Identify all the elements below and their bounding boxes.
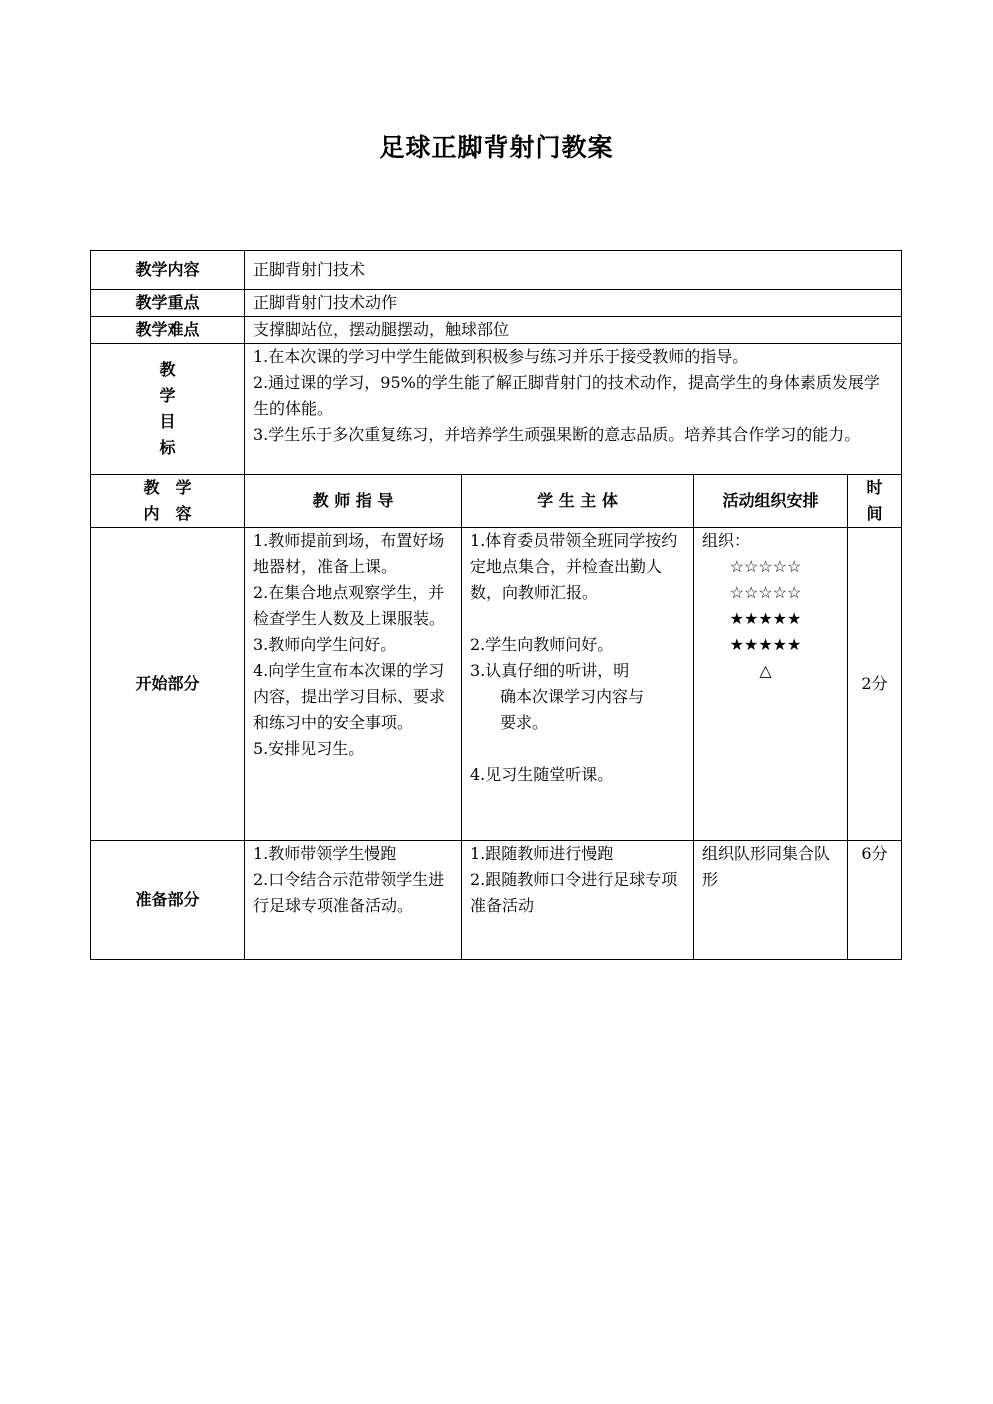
teacher-position-triangle: △ xyxy=(759,661,772,680)
label-key-point: 教学重点 xyxy=(91,290,245,317)
student-activity-cell xyxy=(462,841,694,960)
time-cell: 6分 xyxy=(848,841,902,960)
student-step: 4.见习生随堂听课。 xyxy=(470,765,614,784)
formation-row: ★★★★★ xyxy=(729,635,802,654)
student-step-continued: 确本次课学习内容与 xyxy=(500,687,645,706)
value-difficulty: 支撑脚站位，摆动腿摆动，触球部位 xyxy=(245,317,902,344)
row-teaching-content xyxy=(91,251,902,290)
teacher-guidance-cell xyxy=(245,841,462,960)
teacher-step: 1.教师提前到场，布置好场地器材，准备上课。 xyxy=(253,531,445,576)
section-name: 开始部分 xyxy=(91,528,245,841)
row-objectives xyxy=(91,344,902,475)
label-difficulty: 教学难点 xyxy=(91,317,245,344)
student-step: 1.体育委员带领全班同学按约定地点集合，并检查出勤人数，向教师汇报。 xyxy=(470,531,678,602)
label-teaching-content: 教学内容 xyxy=(91,251,245,290)
objectives-label-char: 学 xyxy=(159,386,176,405)
organization-label: 组织： xyxy=(702,531,751,550)
student-activity-cell xyxy=(462,528,694,841)
section-row-warmup xyxy=(91,841,902,960)
teacher-guidance-cell xyxy=(245,528,462,841)
teacher-step: 1.教师带领学生慢跑 xyxy=(253,844,397,863)
student-step-continued: 要求。 xyxy=(500,713,549,732)
objective-item: 3.学生乐于多次重复练习，并培养学生顽强果断的意志品质。培养其合作学习的能力。 xyxy=(253,425,861,444)
organization-cell xyxy=(694,528,848,841)
student-step: 2.学生向教师问好。 xyxy=(470,635,614,654)
teacher-step: 4.向学生宣布本次课的学习内容，提出学习目标、要求和练习中的安全事项。 xyxy=(253,661,446,732)
objective-item: 2.通过课的学习，95%的学生能了解正脚背射门的技术动作，提高学生的身体素质发展学生的体能。 xyxy=(253,373,880,418)
teacher-step: 2.在集合地点观察学生，并检查学生人数及上课服装。 xyxy=(253,583,446,628)
student-step: 2.跟随教师口令进行足球专项准备活动 xyxy=(470,870,678,915)
organization-cell: 组织队形同集合队形 xyxy=(694,841,848,960)
formation-row: ☆☆☆☆☆ xyxy=(729,583,802,602)
lesson-plan-table xyxy=(90,250,902,960)
column-header-row xyxy=(91,475,902,528)
value-teaching-content: 正脚背射门技术 xyxy=(245,251,902,290)
student-step: 1.跟随教师进行慢跑 xyxy=(470,844,614,863)
row-key-point xyxy=(91,290,902,317)
header-organization: 活动组织安排 xyxy=(694,475,848,528)
objective-item: 1.在本次课的学习中学生能做到积极参与练习并乐于接受教师的指导。 xyxy=(253,347,749,366)
header-time: 时 间 xyxy=(848,475,902,528)
teacher-step: 2.口令结合示范带领学生进行足球专项准备活动。 xyxy=(253,870,445,915)
student-step: 3.认真仔细的听讲，明 xyxy=(470,661,630,680)
value-key-point: 正脚背射门技术动作 xyxy=(245,290,902,317)
teacher-step: 5.安排见习生。 xyxy=(253,739,365,758)
label-objectives xyxy=(91,344,245,475)
document-title: 足球正脚背射门教案 xyxy=(379,133,614,162)
header-teacher-guidance: 教 师 指 导 xyxy=(245,475,462,528)
formation-row: ☆☆☆☆☆ xyxy=(729,557,802,576)
time-cell: 2分 xyxy=(848,528,902,841)
row-difficulty xyxy=(91,317,902,344)
header-student-activity: 学 生 主 体 xyxy=(462,475,694,528)
header-content: 教 学 内 容 xyxy=(91,475,245,528)
objectives-label-char: 标 xyxy=(159,438,176,457)
value-objectives xyxy=(245,344,902,475)
objectives-label-char: 教 xyxy=(159,360,176,379)
formation-row: ★★★★★ xyxy=(729,609,802,628)
objectives-label-char: 目 xyxy=(159,412,176,431)
section-row-start xyxy=(91,528,902,841)
section-name: 准备部分 xyxy=(91,841,245,960)
teacher-step: 3.教师向学生问好。 xyxy=(253,635,397,654)
